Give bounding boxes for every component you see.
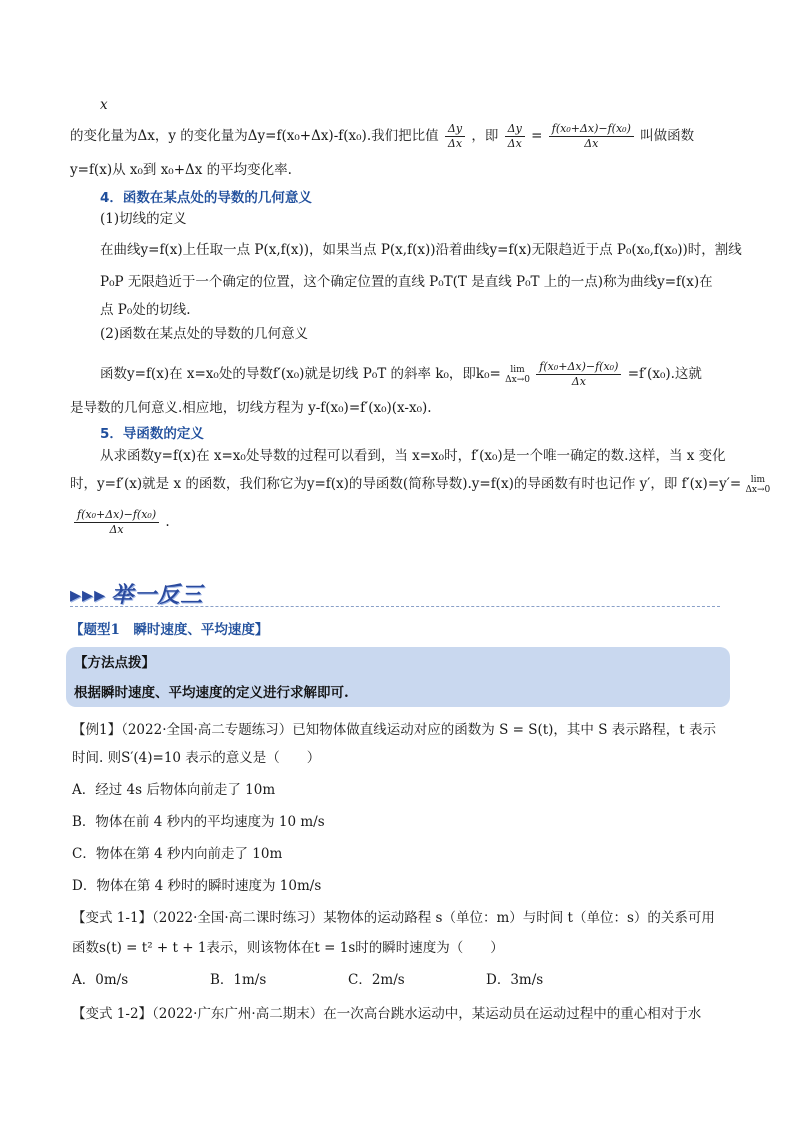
- ratio-den: Δx: [447, 137, 463, 150]
- limit2-top: lim: [750, 474, 765, 485]
- slope-text-b: =f′(x₀).这就: [627, 366, 702, 382]
- ratio2-num: Δy: [505, 122, 525, 137]
- variant11-line2: 函数s(t) = t² + t + 1表示，则该物体在t = 1s时的瞬时速度为（ ）: [72, 940, 504, 956]
- section-divider: [70, 606, 720, 607]
- limit-symbol: [505, 365, 530, 385]
- tangent-def-line-2: P₀P 无限趋近于一个确定的位置，这个确定位置的直线 P₀T(T 是直线 P₀T 上的一点)称为曲线y=f(x)在: [100, 274, 713, 290]
- avg-rate-text-a: 的变化量为Δx，y 的变化量为Δy=f(x₀+Δx)-f(x₀).我们把比值: [70, 128, 439, 144]
- derivative-function-line-1: 从求函数y=f(x)在 x=x₀处导数的过程可以看到，当 x=x₀时，f′(x₀)是一个唯一确定的数.这样，当 x 变化: [100, 448, 726, 464]
- limit-symbol-2: [745, 475, 770, 495]
- limit-bottom: Δx→0: [505, 374, 530, 385]
- banner-arrows-icon: ▸▸▸: [70, 583, 107, 608]
- question-type-title: 【题型1 瞬时速度、平均速度】: [70, 622, 269, 638]
- example1-option-c[interactable]: C．物体在第 4 秒内向前走了 10m: [72, 846, 283, 862]
- derivative-function-line-2: [70, 474, 770, 495]
- heading-geometric-meaning: 4．函数在某点处的导数的几何意义: [100, 190, 312, 206]
- variant11-option-c[interactable]: C．2m/s: [348, 972, 405, 988]
- example1-line1: 【例1】（2022·全国·高二专题练习）已知物体做直线运动对应的函数为 S = S(t)，其中 S 表示路程，t 表示: [72, 722, 716, 738]
- deriv-num: f(x₀+Δx)−f(x₀): [74, 508, 159, 523]
- slope-fraction: [536, 360, 621, 389]
- limit2-bottom: Δx→0: [745, 484, 771, 495]
- subheading-derivative-geometric: (2)函数在某点处的导数的几何意义: [100, 326, 309, 342]
- variant11-line1: 【变式 1-1】（2022·全国·高二课时练习）某物体的运动路程 s（单位：m）与时间 t（单位：s）的关系可用: [72, 910, 715, 926]
- section-banner: [70, 578, 203, 609]
- variant11-option-d[interactable]: D．3m/s: [486, 972, 544, 988]
- avg-rate-text-b: ，即: [471, 128, 499, 144]
- example1-option-b[interactable]: B．物体在前 4 秒内的平均速度为 10 m/s: [72, 814, 325, 830]
- tangent-def-line-1: 在曲线y=f(x)上任取一点 P(x,f(x))，如果当点 P(x,f(x))沿着曲线y=f(x)无限趋近于点 P₀(x₀,f(x₀))时，割线: [100, 242, 742, 258]
- ratio-fraction-2: [505, 122, 525, 151]
- banner-title: 举一反三: [111, 583, 204, 608]
- ratio2-den: Δx: [507, 137, 522, 150]
- avg-rate-text-d: 叫做函数: [640, 128, 695, 144]
- difference-quotient: [549, 122, 634, 151]
- limit-top: lim: [510, 364, 525, 375]
- slope-den: Δx: [571, 375, 586, 388]
- example1-line2: 时间. 则S′(4)=10 表示的意义是（ ）: [72, 750, 321, 766]
- equals-sign: =: [531, 128, 543, 144]
- heading-derivative-function: 5．导函数的定义: [100, 426, 204, 442]
- deriv-period: .: [165, 514, 170, 530]
- variant12-line1: 【变式 1-2】（2022·广东广州·高二期末）在一次高台跳水运动中，某运动员在运动过程中的重心相对于水: [72, 1006, 702, 1022]
- method-title: 【方法点拨】: [74, 655, 155, 671]
- ratio-fraction: [445, 122, 465, 151]
- deriv-den: Δx: [109, 523, 124, 536]
- dq-den: Δx: [584, 137, 599, 150]
- dq-num: f(x₀+Δx)−f(x₀): [549, 122, 634, 137]
- method-text: 根据瞬时速度、平均速度的定义进行求解即可.: [74, 685, 349, 701]
- ratio-num: Δy: [445, 122, 465, 137]
- example1-option-d[interactable]: D．物体在第 4 秒时的瞬时速度为 10m/s: [72, 878, 322, 894]
- slope-num: f(x₀+Δx)−f(x₀): [536, 360, 621, 375]
- tangent-equation-line: 是导数的几何意义.相应地，切线方程为 y-f(x₀)=f′(x₀)(x-x₀).: [70, 400, 432, 416]
- avg-rate-line: [70, 122, 694, 151]
- subheading-tangent-def: (1)切线的定义: [100, 211, 187, 227]
- variable-x: x: [100, 97, 108, 113]
- derivative-fraction: [74, 508, 159, 537]
- variant11-option-b[interactable]: B．1m/s: [210, 972, 267, 988]
- example1-option-a[interactable]: A．经过 4s 后物体向前走了 10m: [72, 782, 276, 798]
- avg-rate-conclusion: y=f(x)从 x₀到 x₀+Δx 的平均变化率.: [70, 162, 292, 178]
- variant11-option-a[interactable]: A．0m/s: [72, 972, 129, 988]
- slope-text-a: 函数y=f(x)在 x=x₀处的导数f′(x₀)就是切线 P₀T 的斜率 k₀，即k₀=: [100, 366, 501, 382]
- deriv-text-a: 时，y=f′(x)就是 x 的函数，我们称它为y=f(x)的导函数(简称导数).y=f(x)的导函数有时也记作 y′，即 f′(x)=y′=: [70, 476, 742, 492]
- tangent-def-line-3: 点 P₀处的切线.: [100, 302, 191, 318]
- derivative-fraction-line: [72, 508, 170, 537]
- slope-line: [100, 360, 702, 389]
